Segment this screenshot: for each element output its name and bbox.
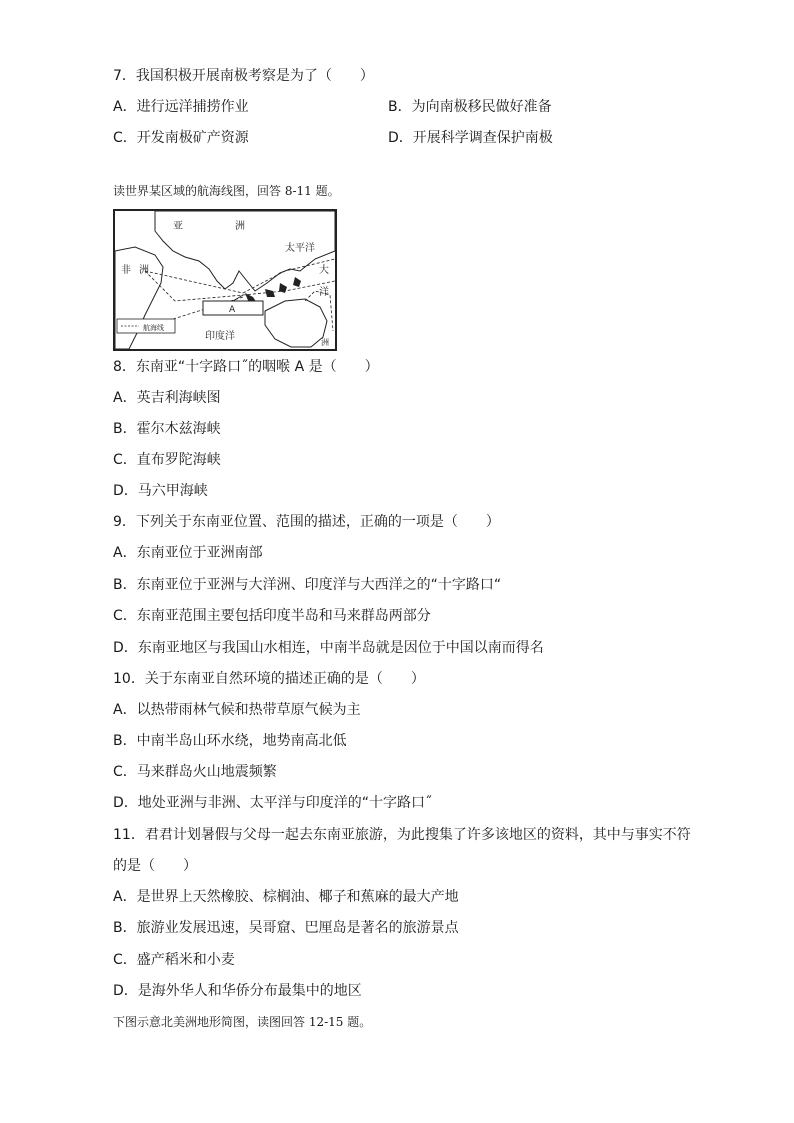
q10-option-b: B．中南半岛山环水绕，地势南高北低 xyxy=(113,733,347,749)
q11-stem-line-2: 的是（ ） xyxy=(113,858,197,874)
q11-option-d: D．是海外华人和华侨分布最集中的地区 xyxy=(113,983,362,999)
q9-option-b: B．东南亚位于亚洲与大洋洲、印度洋与大西洋之的“十字路口“ xyxy=(113,577,502,593)
q9-stem: 9．下列关于东南亚位置、范围的描述，正确的一项是（ ） xyxy=(113,514,500,530)
map-label-asia: 亚 xyxy=(173,221,183,232)
map-label-pacific: 太平洋 xyxy=(285,243,315,254)
intro-12-15: 下图示意北美洲地形简图，读图回答 12-15 题。 xyxy=(113,1015,372,1029)
map-label-indian-ocean: 印度洋 xyxy=(205,331,235,342)
q9-option-a: A．东南亚位于亚洲南部 xyxy=(113,545,263,561)
map-label-oceania-2: 洋 xyxy=(319,287,329,298)
q7-option-d: D．开展科学调查保护南极 xyxy=(388,130,553,146)
map-label-africa: 非 xyxy=(121,265,131,276)
q7-option-b: B．为向南极移民做好准备 xyxy=(388,99,552,115)
map-legend-label: 航海线 xyxy=(143,324,164,332)
map-label-oceania: 大 xyxy=(319,265,329,276)
map-label-africa-2: 洲 xyxy=(139,265,149,276)
sea-route-map xyxy=(113,209,337,351)
q8-option-c: C．直布罗陀海峡 xyxy=(113,452,221,468)
map-label-oceania-3: 洲 xyxy=(321,338,329,347)
map-label-a: A xyxy=(229,305,236,315)
q9-option-d: D．东南亚地区与我国山水相连，中南半岛就是因位于中国以南而得名 xyxy=(113,640,544,656)
q10-option-d: D．地处亚洲与非洲、太平洋与印度洋的“十字路口˝ xyxy=(113,795,433,811)
intro-8-11: 读世界某区域的航海线图，回答 8-11 题。 xyxy=(113,184,340,198)
sea-route-map-svg xyxy=(115,211,335,349)
map-label-asia-2: 洲 xyxy=(235,221,245,232)
q8-option-a: A．英吉利海峡图 xyxy=(113,390,221,406)
q8-option-b: B．霍尔木兹海峡 xyxy=(113,421,221,437)
q8-stem: 8．东南亚“十字路口˝的咽喉 A 是（ ） xyxy=(113,359,379,375)
q11-stem-line-1: 11．君君计划暑假与父母一起去东南亚旅游，为此搜集了许多该地区的资料，其中与事实不符 xyxy=(113,827,691,843)
q7-stem: 7．我国积极开展南极考察是为了（ ） xyxy=(113,68,374,84)
q7-option-a: A．进行远洋捕捞作业 xyxy=(113,99,249,115)
q7-option-c: C．开发南极矿产资源 xyxy=(113,130,249,146)
q11-option-b: B．旅游业发展迅速，吴哥窟、巴厘岛是著名的旅游景点 xyxy=(113,920,459,936)
q8-option-d: D．马六甲海峡 xyxy=(113,483,208,499)
q11-option-c: C．盛产稻米和小麦 xyxy=(113,952,235,968)
q10-option-a: A．以热带雨林气候和热带草原气候为主 xyxy=(113,702,361,718)
q9-option-c: C．东南亚范围主要包括印度半岛和马来群岛两部分 xyxy=(113,608,431,624)
q11-option-a: A．是世界上天然橡胶、棕榈油、椰子和蕉麻的最大产地 xyxy=(113,889,459,905)
q10-stem: 10．关于东南亚自然环境的描述正确的是（ ） xyxy=(113,671,425,687)
q10-option-c: C．马来群岛火山地震频繁 xyxy=(113,764,277,780)
